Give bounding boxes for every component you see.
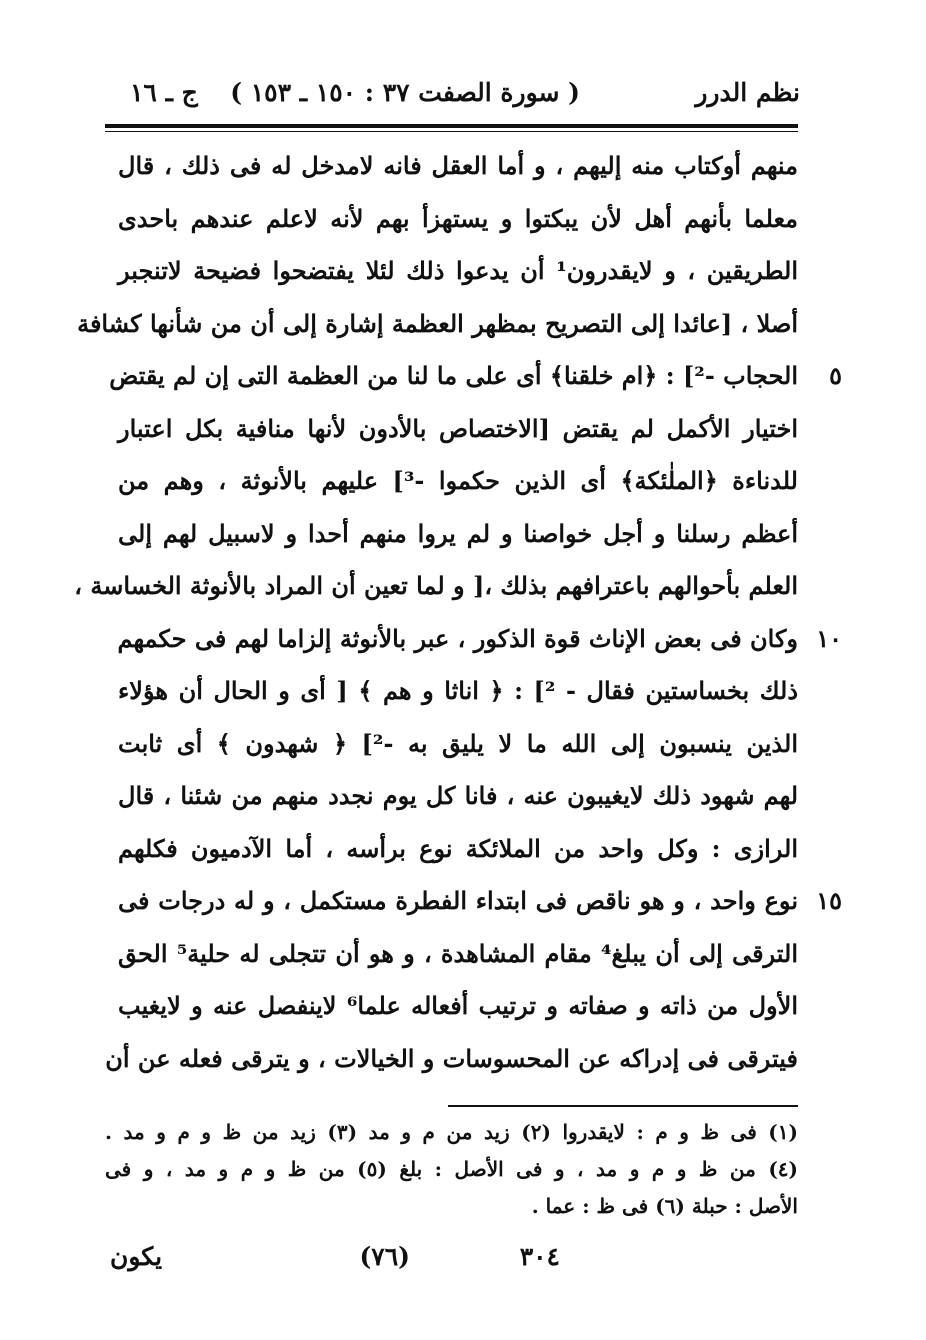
line-text: معلما بأنهم أهل لأن يبكتوا و يستهزأ بهم لأنه لاعلم عندهم باحدى [118, 203, 798, 233]
header-rule-thick [105, 124, 798, 128]
footnote-line: الأصل : حبلة (٦) فى ظ : عما . [531, 1194, 798, 1218]
line-text: فيترقى فى إدراكه عن المحسوسات و الخيالات ، و يترقى فعله عن أن [105, 1043, 798, 1073]
text-line [118, 881, 842, 934]
text-line [118, 409, 798, 462]
text-line [118, 986, 798, 1039]
line-text: الترقى إلى أن يبلغ⁴ مقام المشاهدة ، و هو أن تتجلى له حلية⁵ الحق [118, 938, 799, 968]
text-line [118, 671, 798, 724]
line-text: وكان فى بعض الإناث قوة الذكور ، عبر بالأنوثة إلزاما لهم فى حكمهم [117, 623, 798, 653]
line-number: ١٠ [816, 623, 842, 653]
page-footer [110, 1242, 560, 1282]
page-number: ٣٠٤ [519, 1242, 560, 1271]
text-line [118, 251, 798, 304]
footnote-rule [448, 1105, 798, 1107]
book-title: نظم الدرر [695, 78, 800, 107]
text-line [77, 304, 798, 357]
line-text: للدناءة ﴿الملٰئكة﴾ أى الذين حكموا -³] عليهم بالأنوثة ، وهم من [118, 466, 798, 495]
main-text [74, 146, 842, 1091]
footnotes [105, 1115, 798, 1226]
catchword: يكون [110, 1242, 163, 1271]
line-text: أصلا ، [عائدا إلى التصريح بمظهر العظمة إشارة إلى أن من شأنها كشافة [77, 308, 798, 338]
header-rule-thin [105, 131, 798, 132]
line-text: العلم بأحوالهم باعترافهم بذلك ،[ و لما تعين أن المراد بالأنوثة الخساسة ، [74, 571, 798, 600]
line-text: اختيار الأكمل لم يقتض [الاختصاص بالأدون لأنها منافية بكل اعتبار [118, 413, 798, 443]
text-line [105, 1039, 798, 1092]
line-text: ذلك بخساستين فقال - ²] : ﴿ اناثا و هم ﴾ [ أى و الحال أن هؤلاء [118, 676, 798, 705]
footnote-line: (١) فى ظ و م : لايقدروا (٢) زيد من م و مد (٣) زيد من ظ و م و مد . [105, 1120, 798, 1144]
line-text: الطريقين ، و لايقدرون¹ أن يدعوا ذلك لئلا يفتضحوا فضيحة لاتنجبر [118, 256, 798, 285]
footnote-line: (٤) من ظ و م و مد ، و فى الأصل : بلغ (٥) من ظ و م و مد ، و فى [105, 1157, 798, 1181]
line-text: نوع واحد ، و هو ناقص فى ابتداء الفطرة مستكمل ، و له درجات فى [118, 886, 798, 915]
text-line [118, 199, 798, 252]
line-text: لهم شهود ذلك لايغيبون عنه ، فانا كل يوم نجدد منهم من شئنا ، قال [118, 781, 798, 810]
line-text: الرازى : وكل واحد من الملائكة نوع برأسه ، أما الآدميون فكلهم [118, 833, 799, 863]
surah-reference: ( سورة الصفت ٣٧ : ١٥٠ ـ ١٥٣ ) [230, 78, 580, 107]
line-text: الأول من ذاته و صفاته و ترتيب أفعاله علما⁶ لاينفصل عنه و لايغيب [118, 991, 799, 1020]
line-text: الحجاب -²] : ﴿ام خلقنا﴾ أى على ما لنا من العظمة التى إن لم يقتض [109, 361, 798, 390]
running-header [110, 78, 800, 118]
line-text: أعظم رسلنا و أجل خواصنا و لم يروا منهم أحدا و لاسبيل لهم إلى [118, 518, 798, 548]
line-number: ١٥ [816, 886, 842, 915]
text-line [118, 461, 798, 514]
text-line [118, 514, 798, 567]
text-line [118, 146, 798, 199]
text-line [74, 566, 798, 619]
text-line [118, 776, 798, 829]
text-line [118, 829, 798, 882]
signature-mark: (٧٦) [359, 1242, 410, 1271]
text-line [109, 356, 842, 409]
line-text: منهم أوكتاب منه إليهم ، و أما العقل فانه لامدخل له فى ذلك ، قال [118, 151, 798, 180]
volume-label: ج ـ ١٦ [130, 78, 198, 107]
text-line [118, 934, 798, 987]
line-number: ٥ [829, 361, 842, 390]
text-line [118, 724, 798, 777]
text-line [117, 619, 842, 672]
line-text: الذين ينسبون إلى الله ما لا يليق به -²] ﴿ شهدون ﴾ أى ثابت [118, 728, 798, 758]
